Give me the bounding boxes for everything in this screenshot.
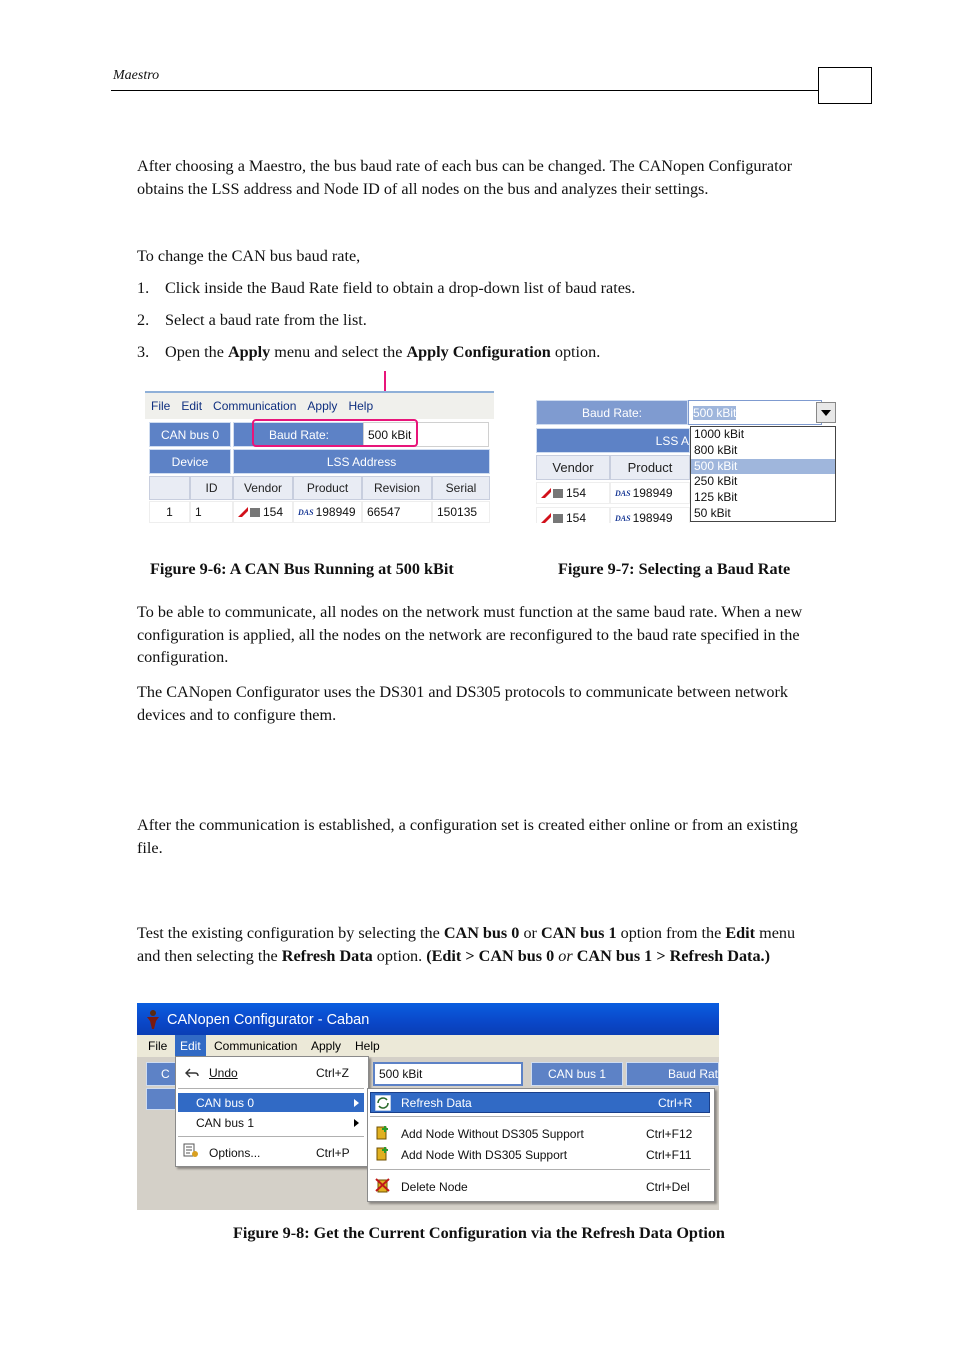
baud-option-50[interactable]: 50 kBit [694,505,731,520]
menu-help[interactable]: Help [355,1039,380,1053]
figure-9-8-screenshot [137,1003,719,1210]
add-node-without-shortcut: Ctrl+F12 [646,1127,693,1141]
das-logo-icon: DAS [615,513,631,523]
baud-rate-combo[interactable] [688,400,822,425]
vendor-logo-icon [238,507,248,517]
cell-vendor [536,482,610,504]
cell-revision: 66547 [362,501,432,523]
menu-separator [370,1169,710,1170]
row-index-header [149,476,190,500]
add-node-with-shortcut: Ctrl+F11 [646,1148,692,1162]
menu-apply[interactable]: Apply [311,1039,342,1053]
col-vendor[interactable]: Vendor [233,476,293,500]
figure-9-6-screenshot [145,391,494,523]
menu-apply[interactable]: Apply [307,399,338,413]
configuration-set-paragraph: After the communication is established, a configuration set is created either online or from an existing file. [137,816,798,857]
figure-9-7-screenshot [533,398,840,523]
delete-node-item[interactable]: Delete Node [401,1180,468,1194]
col-product[interactable]: Product [293,476,362,500]
menu-help[interactable]: Help [348,399,374,413]
menu-communication[interactable]: Communication [214,1039,298,1053]
col-product[interactable]: Product [610,455,690,480]
ds-protocols-paragraph: The CANopen Configurator uses the DS301 and DS305 protocols to communicate between network devices and to configure them. [137,683,788,724]
edit-can-bus-1[interactable]: CAN bus 1 [196,1116,255,1130]
bold-run: (Edit > CAN bus 0 [426,946,555,965]
submenu-arrow-icon [354,1119,359,1127]
col-revision[interactable]: Revision [362,476,432,500]
add-node-with-ds305-item[interactable]: Add Node With DS305 Support [401,1148,568,1162]
cell-product [293,501,362,523]
product-value: 198949 [632,511,673,523]
window-title-bar [137,1003,719,1035]
step-text: Click inside the Baud Rate field to obtain a drop-down list of baud rates. [165,279,636,297]
vendor-value: 154 [263,505,284,519]
cell-product [610,507,690,523]
text-run: Test the existing configuration by selecting the [137,924,444,942]
refresh-data-item[interactable]: Refresh Data [401,1096,472,1110]
bus-header-partial: C [146,1062,180,1086]
menu-bar [137,1035,719,1057]
step-text: option. [550,343,601,361]
add-node-icon [375,1124,391,1140]
vendor-value: 154 [566,511,587,523]
edit-undo[interactable]: Undo [209,1066,238,1080]
step-3 [137,341,600,363]
baud-option-250[interactable]: 250 kBit [694,474,738,489]
text-run: option. [372,946,427,965]
step-number: 3. [137,343,150,361]
edit-menu [175,1056,369,1167]
step-1 [137,277,635,299]
vendor-logo-icon [250,508,260,517]
row-index: 1 [149,501,190,523]
menu-bar [145,391,494,419]
header-rule [111,90,818,91]
apply-config-ref: Apply Configuration [406,343,551,361]
menu-separator [370,1116,710,1117]
options-shortcut: Ctrl+P [316,1146,350,1160]
baud-rate-dropdown-list [690,426,836,522]
text-run: or [519,924,541,942]
baud-option-1000[interactable]: 1000 kBit [694,427,745,441]
baud-rate-field[interactable]: 500 kBit [373,1062,523,1086]
refresh-icon [375,1095,391,1111]
das-logo-icon: DAS [615,488,631,498]
menu-file[interactable]: File [151,399,171,413]
baud-rate-field[interactable]: 500 kBit [363,422,489,447]
undo-shortcut: Ctrl+Z [316,1066,349,1080]
baud-rate-highlight [252,419,418,447]
cell-vendor [536,507,610,523]
product-value: 198949 [632,486,673,500]
figure-9-7-caption: Figure 9-7: Selecting a Baud Rate [558,560,791,578]
step-number: 1. [137,279,150,297]
product-value: 198949 [315,505,356,519]
submenu-arrow-icon [354,1099,359,1107]
bold-run: CAN bus 1 > Refresh Data.) [576,946,770,965]
menu-communication[interactable]: Communication [213,399,297,413]
vendor-logo-icon [553,489,563,498]
add-node-without-ds305-item[interactable]: Add Node Without DS305 Support [401,1127,584,1141]
baud-rate-label: Baud Rate: [536,400,688,425]
cell-id: 1 [190,501,233,523]
cell-vendor [233,501,293,523]
bold-run: CAN bus 0 [443,924,520,942]
menu-separator [178,1088,364,1089]
menu-edit[interactable]: Edit [175,1035,206,1061]
menu-file[interactable]: File [148,1039,168,1053]
col-id[interactable]: ID [190,476,233,500]
italic-run: or [558,946,573,965]
lss-address-header: LSS Address [233,449,490,474]
vendor-logo-icon [553,514,563,523]
intro-paragraph: After choosing a Maestro, the bus baud rate of each bus can be changed. The CANopen Configurator obtains the LSS address and Node ID of all nodes on the bus and analyzes their settings. [137,157,793,198]
bold-run: Refresh Data [281,946,373,965]
options-icon [183,1142,199,1158]
refresh-shortcut: Ctrl+R [658,1096,693,1110]
baud-option-500[interactable]: 500 kBit [691,459,835,475]
col-serial[interactable]: Serial [432,476,490,500]
undo-icon [185,1068,199,1078]
menu-separator [178,1136,364,1137]
window-title: CANopen Configurator - Caban [167,1012,370,1028]
step-text: Open the [165,343,228,361]
vendor-value: 154 [566,486,587,500]
baud-option-125[interactable]: 125 kBit [694,490,738,505]
app-icon [144,1009,162,1029]
bold-run: Edit [725,924,756,942]
baud-rate-header: Baud Rat [626,1062,719,1086]
delete-node-shortcut: Ctrl+Del [646,1180,690,1194]
delete-node-icon [375,1177,391,1193]
baud-rate-label: Baud Rate: [233,422,365,447]
change-intro: To change the CAN bus baud rate, [137,247,361,265]
baud-rate-selected: 500 kBit [693,405,737,420]
figure-9-8-caption: Figure 9-8: Get the Current Configuration via the Refresh Data Option [233,1224,725,1242]
communication-paragraph: To be able to communicate, all nodes on the network must function at the same baud rate. When a new configuration is applied, all the nodes on the network are reconfigured to the baud rate specified in the configuration. [137,603,803,666]
device-header: Device [149,449,231,474]
das-logo-icon: DAS [298,507,314,517]
col-vendor[interactable]: Vendor [536,455,610,480]
cell-serial: 150135 [432,501,490,523]
step-text: Select a baud rate from the list. [165,311,367,329]
edit-can-bus-0[interactable]: CAN bus 0 [196,1096,255,1110]
can-bus-1-header[interactable]: CAN bus 1 [531,1062,623,1086]
add-node-icon [375,1145,391,1161]
apply-menu-ref: Apply [227,343,271,361]
can-bus-0-header[interactable]: CAN bus 0 [149,422,231,447]
figure-9-6-caption: Figure 9-6: A CAN Bus Running at 500 kBit [150,560,454,578]
lss-address-header: LSS A [536,428,690,453]
step-text: menu and select the [270,343,407,361]
step-number: 2. [137,311,150,329]
vendor-logo-icon [541,513,551,523]
step-2 [137,309,367,331]
page-number-box [818,67,872,104]
cell-product [610,482,690,504]
test-configuration-paragraph [137,922,817,967]
baud-option-800[interactable]: 800 kBit [694,442,738,457]
bold-run: CAN bus 1 [540,924,617,942]
menu-edit[interactable]: Edit [181,399,203,413]
can-bus-0-submenu [367,1088,715,1202]
text-run: menu and then selecting the [137,924,796,965]
running-header: Maestro [113,68,160,83]
vendor-logo-icon [541,488,551,498]
edit-options[interactable]: Options... [209,1146,261,1160]
text-run: option from the [616,924,726,942]
dropdown-arrow-icon[interactable] [816,402,836,423]
